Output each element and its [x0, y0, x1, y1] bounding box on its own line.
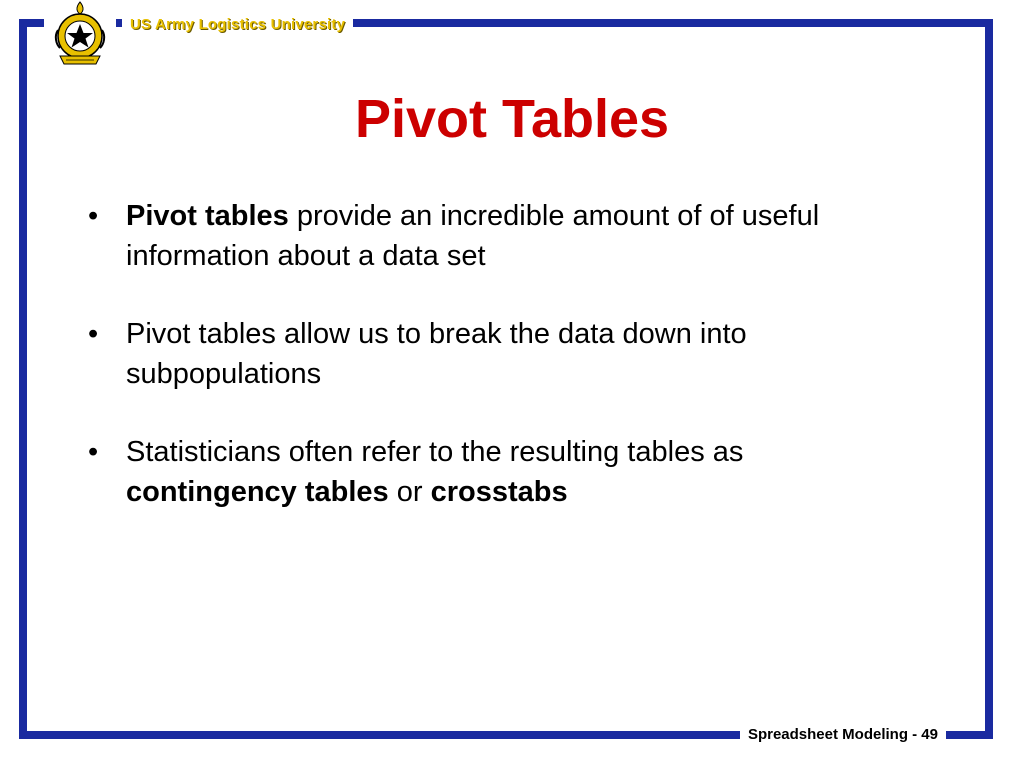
army-logistics-crest-icon [44, 0, 116, 70]
bullet-marker: • [88, 200, 99, 232]
slide-title: Pivot Tables [354, 89, 670, 150]
org-name: US Army Logistics University [122, 14, 353, 36]
bullet-item [84, 432, 884, 512]
footer-label: Spreadsheet Modeling - 49 [740, 725, 946, 745]
bullet-bold-term: contingency tables [126, 476, 389, 508]
bullet-connector: or [388, 476, 431, 508]
bullet-marker: • [88, 318, 99, 350]
bullet-text: Pivot tables allow us to break the data down into subpopulations [126, 318, 747, 390]
bullet-text: Statisticians often refer to the resulting tables as [126, 436, 744, 468]
bullet-bold-term: crosstabs [430, 476, 568, 508]
bullet-list [84, 196, 884, 550]
bullet-item [84, 196, 884, 276]
bullet-text: provide an incredible amount of of useful information about a data set [126, 200, 820, 272]
bullet-marker: • [88, 436, 99, 468]
bullet-item [84, 314, 884, 394]
bullet-bold-term: Pivot tables [126, 200, 289, 232]
